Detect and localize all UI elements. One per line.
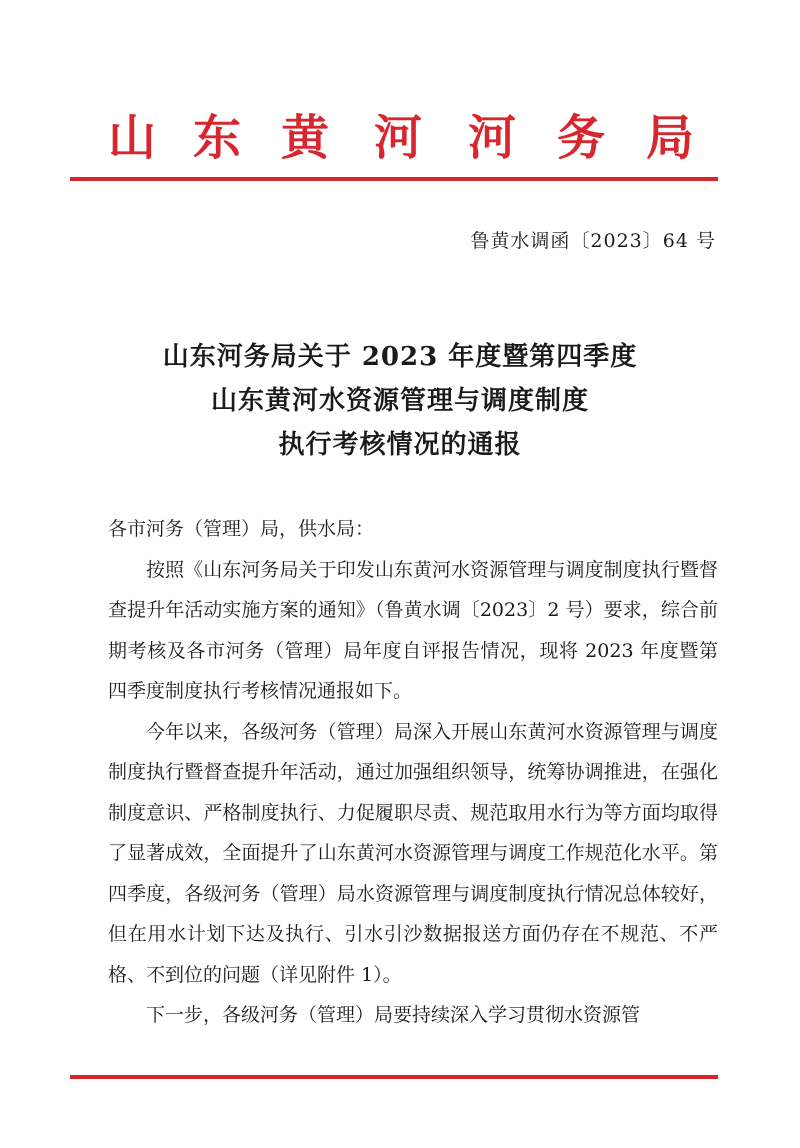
footer-red-rule: [70, 1075, 718, 1079]
letterhead-char: 局: [646, 110, 695, 166]
title-line: 执行考核情况的通报: [278, 430, 522, 460]
title-line: 山东黄河水资源管理与调度制度: [210, 386, 589, 416]
letterhead-char: 山: [108, 110, 157, 166]
body-paragraph: 下一步，各级河务（管理）局要持续深入学习贯彻水资源管: [146, 1004, 641, 1026]
document-title: [0, 335, 800, 467]
letterhead-char: 东: [193, 110, 242, 166]
letterhead-char: 务: [557, 110, 606, 166]
letterhead-char: 河: [374, 110, 423, 166]
title-line: 山东河务局关于 2023 年度暨第四季度: [162, 342, 638, 372]
letterhead-char: 黄: [281, 110, 330, 166]
document-number: 鲁黄水调函〔2023〕64 号: [470, 230, 716, 252]
body-paragraph: 今年以来，各级河务（管理）局深入开展山东黄河水资源管理与调度制度执行暨督查提升年活动，通过加强组织领导，统筹协调推进，在强化制度意识、严格制度执行、力促履职尽责、规范取用水行为等方面均取得了显著成效，全面提升了山东黄河水资源管理与调度工作规范化水平。第四季度，各级河务（管理）局水资源管理与调度制度执行情况总体较好，但在用水计划下达及执行、引水引沙数据报送方面仍存在不规范、不严格、不到位的问题（详见附件 1）。: [108, 720, 718, 986]
addressee: 各市河务（管理）局，供水局：: [108, 518, 375, 540]
letterhead: [0, 108, 800, 168]
letterhead-char: 河: [468, 110, 517, 166]
letterhead-red-rule: [70, 177, 718, 181]
document-body: [108, 509, 718, 1036]
body-paragraph: 按照《山东河务局关于印发山东黄河水资源管理与调度制度执行暨督查提升年活动实施方案的通知》（鲁黄水调〔2023〕2 号）要求，综合前期考核及各市河务（管理）局年度自评报告情况，现将 2023 年度暨第四季度制度执行考核情况通报如下。: [108, 558, 718, 702]
